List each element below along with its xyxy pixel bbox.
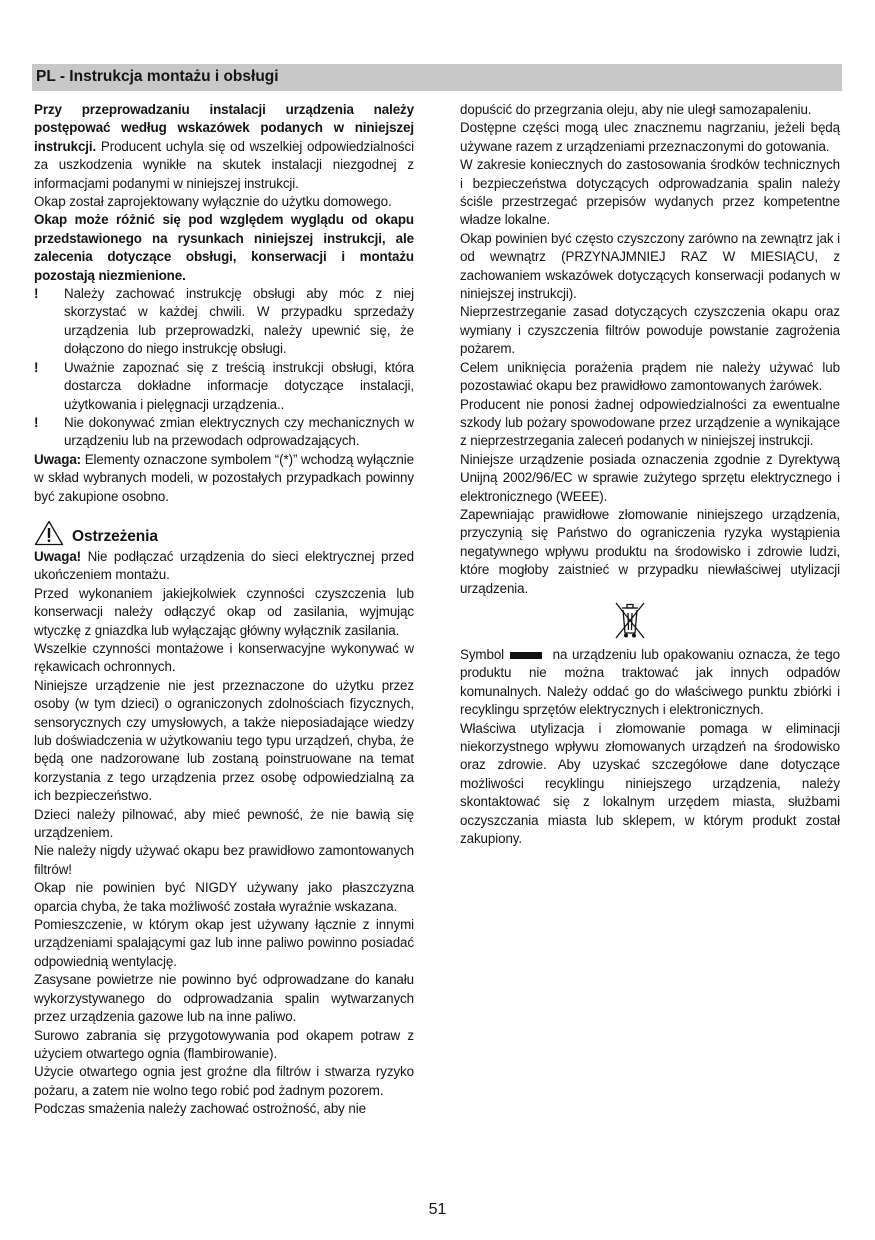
- left-paragraph: Podczas smażenia należy zachować ostrożność, aby nie: [34, 1101, 366, 1117]
- intro-rest-text: Producent uchyla się od wszelkiej odpowiedzialności za uszkodzenia wynikłe na skutek instalacji niezgodnej z informacjami podanymi w niniejszej instrukcji.: [34, 138, 414, 191]
- page-number: 51: [428, 1201, 447, 1218]
- left-paragraph: Nie należy nigdy używać okapu bez prawidłowo zamontowanych filtrów!: [34, 843, 414, 877]
- warnings-heading: [34, 520, 414, 546]
- bullet-item: [34, 414, 414, 451]
- bullet-item: [34, 285, 414, 359]
- left-paragraph: Użycie otwartego ognia jest groźne dla filtrów i stwarza ryzyko pożaru, a zatem nie wolno tego robić pod żadnym pozorem.: [34, 1064, 414, 1098]
- intro-paragraph: [34, 101, 414, 193]
- right-paragraph: Zapewniając prawidłowe złomowanie niniejszego urządzenia, przyczynią się Państwo do ograniczenia ryzyka wystąpienia negatywnego wpływu produktu na środowisko i zdrowie ludzi, które mogłoby zaistnieć w przypadku niewłaściwej utylizacji urządzenia.: [460, 506, 840, 596]
- intro-appearance-note: Okap może różnić się pod względem wyglądu od okapu przedstawionego na rysunkach niniejszej instrukcji, ale zalecenia dotyczące obsługi, konserwacji i montażu pozostają niezmienione.: [34, 212, 414, 283]
- right-paragraph: Niniejsze urządzenie posiada oznaczenia zgodnie z Dyrektywą Unijną 2002/96/EC w sprawie zużytego sprzętu elektrycznego i elektronicznego (WEEE).: [460, 451, 840, 504]
- exclamation-icon: !: [34, 414, 39, 430]
- warning-label: Uwaga!: [34, 548, 82, 564]
- note-text: Elementy oznaczone symbolem “(*)” wchodzą wyłącznie w skład wybranych modeli, w pozostałych przypadkach powinny być zakupione osobno.: [34, 451, 414, 504]
- section-header: [32, 64, 842, 91]
- left-paragraph: Przed wykonaniem jakiejkolwiek czynności czyszczenia lub konserwacji należy odłączyć okap od zasilania, wyjmując wtyczkę z gniazdka lub wyłączając główny wyłącznik zasilania.: [34, 585, 414, 638]
- bullet-text: Należy zachować instrukcję obsługi aby móc z niej skorzystać w każdej chwili. W przypadku sprzedaży urządzenia lub przeprowadzki, należy upewnić się, że dołączono do niego instrukcję obsługi.: [64, 286, 414, 357]
- left-paragraph: Surowo zabrania się przygotowywania pod okapem potraw z użyciem otwartego ognia (flambirowanie).: [34, 1027, 414, 1061]
- recycling-paragraph: Właściwa utylizacja i złomowanie pomaga w eliminacji niekorzystnego wpływu złomowanych urządzeń na środowisko oraz zdrowie. Aby uzyskać szczegółowe dane dotyczące możliwości recyklingu niniejszego urządzenia, należy skontaktować się z lokalnym urzędem miasta, służbami oczyszczania miasta lub sklepem, w którym produkt został zakupiony.: [460, 720, 840, 847]
- instruction-bullet-list: [34, 285, 414, 451]
- right-paragraph: Nieprzestrzeganie zasad dotyczących czyszczenia okapu oraz wymiany i czyszczenia filtrów powoduje powstanie zagrożenia pożarem.: [460, 304, 840, 357]
- warning-triangle-icon: [34, 520, 64, 546]
- symbol-text: na urządzeniu lub opakowaniu oznacza, że tego produktu nie można traktować jak innych odpadów komunalnych. Należy oddać go do właściwego punktu zbiórki i recyklingu sprzętów elektrycznych i elektronicznych.: [460, 646, 840, 718]
- left-paragraph: Wszelkie czynności montażowe i konserwacyjne wykonywać w rękawicach ochronnych.: [34, 640, 414, 675]
- section-title: PL - Instrukcja montażu i obsługi: [36, 68, 279, 85]
- bullet-text: Nie dokonywać zmian elektrycznych czy mechanicznych w urządzeniu lub na przewodach odprowadzających.: [64, 414, 414, 449]
- left-paragraph: Okap nie powinien być NIGDY używany jako płaszczyzna oparcia chyba, że taka możliwość została wyraźnie wskazana.: [34, 880, 414, 914]
- bullet-text: Uważnie zapoznać się z treścią instrukcji obsługi, która dostarcza dokładne informacje dotyczące instalacji, użytkowania i pielęgnacji urządzenia..: [64, 359, 414, 412]
- black-bar-symbol-icon: [510, 652, 542, 659]
- warning-paragraph: [34, 548, 414, 585]
- intro-bold-text: Przy przeprowadzaniu instalacji urządzenia należy postępować według wskazówek podanych w niniejszej instrukcji.: [34, 102, 414, 154]
- left-paragraph: Dzieci należy pilnować, aby mieć pewność, że nie bawią się urządzeniem.: [34, 806, 414, 841]
- optional-elements-note: [34, 451, 414, 506]
- note-label: Uwaga:: [34, 451, 82, 467]
- symbol-label: Symbol: [460, 646, 505, 662]
- exclamation-icon: !: [34, 286, 39, 302]
- left-column: [34, 101, 414, 1119]
- intro-domestic-use: Okap został zaprojektowany wyłącznie do użytku domowego.: [34, 194, 392, 210]
- left-paragraph: Pomieszczenie, w którym okap jest używany łącznie z innymi urządzeniami spalającymi gaz lub inne paliwo powinno posiadać odpowiednią wentylację.: [34, 917, 414, 969]
- right-paragraph: W zakresie koniecznych do zastosowania środków technicznych i bezpieczeństwa dotyczących odprowadzania spalin należy ściśle przestrzegać przepisów wydanych przez kompetentne władze lokalne.: [460, 157, 840, 228]
- exclamation-icon: !: [34, 359, 39, 375]
- left-paragraph: Niniejsze urządzenie nie jest przeznaczone do użytku przez osoby (w tym dzieci) o ograniczonych zdolnościach fizycznych, sensorycznych czy umysłowych, a także nieposiadające wiedzy lub doświadczenia w użytkowaniu tego typu urządzeń, chyba, że będą one nadzorowane lub zostaną poinstruowane na temat korzystania z tego urządzenia przez osobę odpowiedzialną za ich bezpieczeństwo.: [34, 677, 414, 804]
- warning-text: Nie podłączać urządzenia do sieci elektrycznej przed ukończeniem montażu.: [34, 548, 414, 583]
- bullet-item: [34, 359, 414, 414]
- left-paragraph: Zasysane powietrze nie powinno być odprowadzane do kanału wykorzystywanego do odprowadzania spalin wytwarzanych przez urządzenia gazowe lub na inne paliwo.: [34, 972, 414, 1025]
- right-paragraph: dopuścić do przegrzania oleju, aby nie uległ samozapaleniu.: [460, 102, 812, 117]
- right-paragraph: Producent nie ponosi żadnej odpowiedzialności za ewentualne szkody lub pożary spowodowane przez urządzenie a wynikające z nieprzestrzegania zaleceń podanych w niniejszej instrukcji.: [460, 396, 840, 449]
- symbol-paragraph: [460, 646, 840, 720]
- right-paragraph: Celem uniknięcia porażenia prądem nie należy używać lub pozostawiać okapu bez prawidłowo zamontowanych żarówek.: [460, 359, 840, 394]
- weee-symbol-wrap: [460, 600, 840, 646]
- right-paragraph: Okap powinien być często czyszczony zarówno na zewnątrz jak i od wewnątrz (PRZYNAJMNIEJ RAZ W MIESIĄCU, z zachowaniem wskazówek dotyczących konserwacji podanych w niniejszej instrukcji).: [460, 230, 840, 302]
- right-paragraph: Dostępne części mogą ulec znacznemu nagrzaniu, jeżeli będą używane razem z urządzeniami przeznaczonymi do gotowania.: [460, 120, 840, 154]
- crossed-bin-icon: [613, 600, 647, 642]
- right-column: [460, 101, 840, 848]
- warnings-title: Ostrzeżenia: [72, 527, 158, 545]
